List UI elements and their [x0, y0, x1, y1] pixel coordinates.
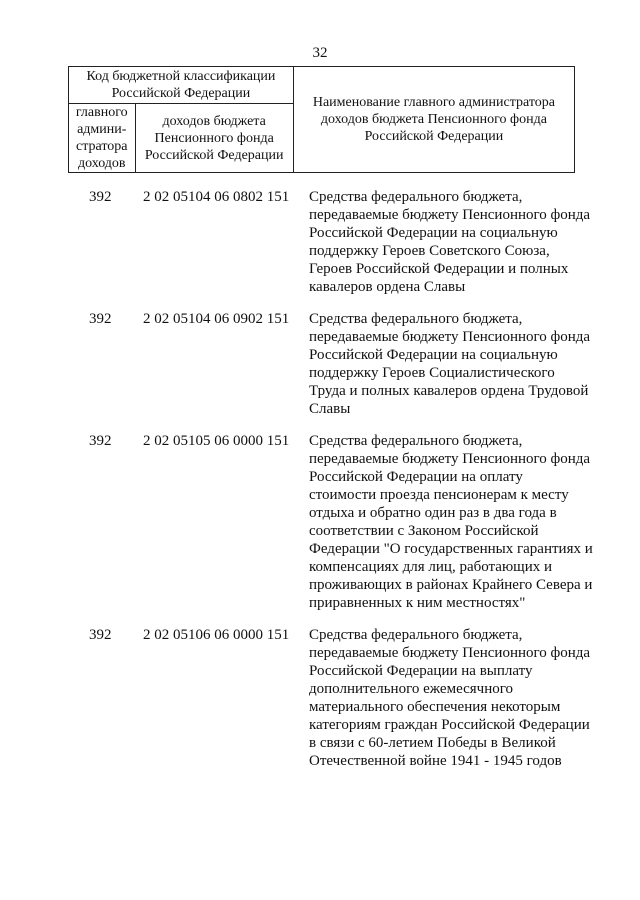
- chief-administrator-header: главного админи-стратора доходов: [69, 104, 136, 173]
- row-description: Средства федерального бюджета, передаваемые бюджету Пенсионного фонда Российской Федерации на социальную поддержку Героев Советского Союза, Героев Российской Федерации и полных кавалеров ордена Славы: [309, 189, 591, 295]
- table-row: [0, 188, 640, 296]
- administrator-name-header: Наименование главного администратора доходов бюджета Пенсионного фонда Российской Федерации: [293, 67, 574, 173]
- budget-code: 2 02 05104 06 0902 151: [143, 311, 290, 327]
- classification-header-table: [68, 66, 575, 173]
- admin-code: 392: [89, 311, 112, 327]
- admin-code: 392: [89, 189, 112, 205]
- row-description: Средства федерального бюджета, передаваемые бюджету Пенсионного фонда Российской Федерации на выплату дополнительного ежемесячного материального обеспечения некоторым категориям граждан Российской Федерации в связи с 60-летием Победы в Великой Отечественной войне 1941 - 1945 годов: [309, 627, 591, 769]
- row-description: Средства федерального бюджета, передаваемые бюджету Пенсионного фонда Российской Федерации на социальную поддержку Героев Социалистического Труда и полных кавалеров ордена Трудовой Славы: [309, 311, 591, 417]
- admin-code: 392: [89, 433, 112, 449]
- budget-code-group-header: Код бюджетной классификации Российской Федерации: [69, 67, 294, 104]
- classification-rows: [0, 188, 640, 770]
- admin-code: 392: [89, 627, 112, 643]
- table-row: [0, 626, 640, 770]
- table-row: [0, 432, 640, 612]
- budget-code: 2 02 05105 06 0000 151: [143, 433, 290, 449]
- page-number: 32: [312, 45, 328, 61]
- budget-code: 2 02 05104 06 0802 151: [143, 189, 290, 205]
- table-row: [0, 310, 640, 418]
- pension-fund-income-header: доходов бюджета Пенсионного фонда Российской Федерации: [135, 104, 293, 173]
- row-description: Средства федерального бюджета, передаваемые бюджету Пенсионного фонда Российской Федерации на оплату стоимости проезда пенсионерам к месту отдыха и обратно один раз в два года в соответствии с Законом Российской Федерации "О государственных гарантиях и компенсациях для лиц, работающих и проживающих в районах Крайнего Севера и приравненных к ним местностях": [309, 433, 593, 611]
- budget-code: 2 02 05106 06 0000 151: [143, 627, 290, 643]
